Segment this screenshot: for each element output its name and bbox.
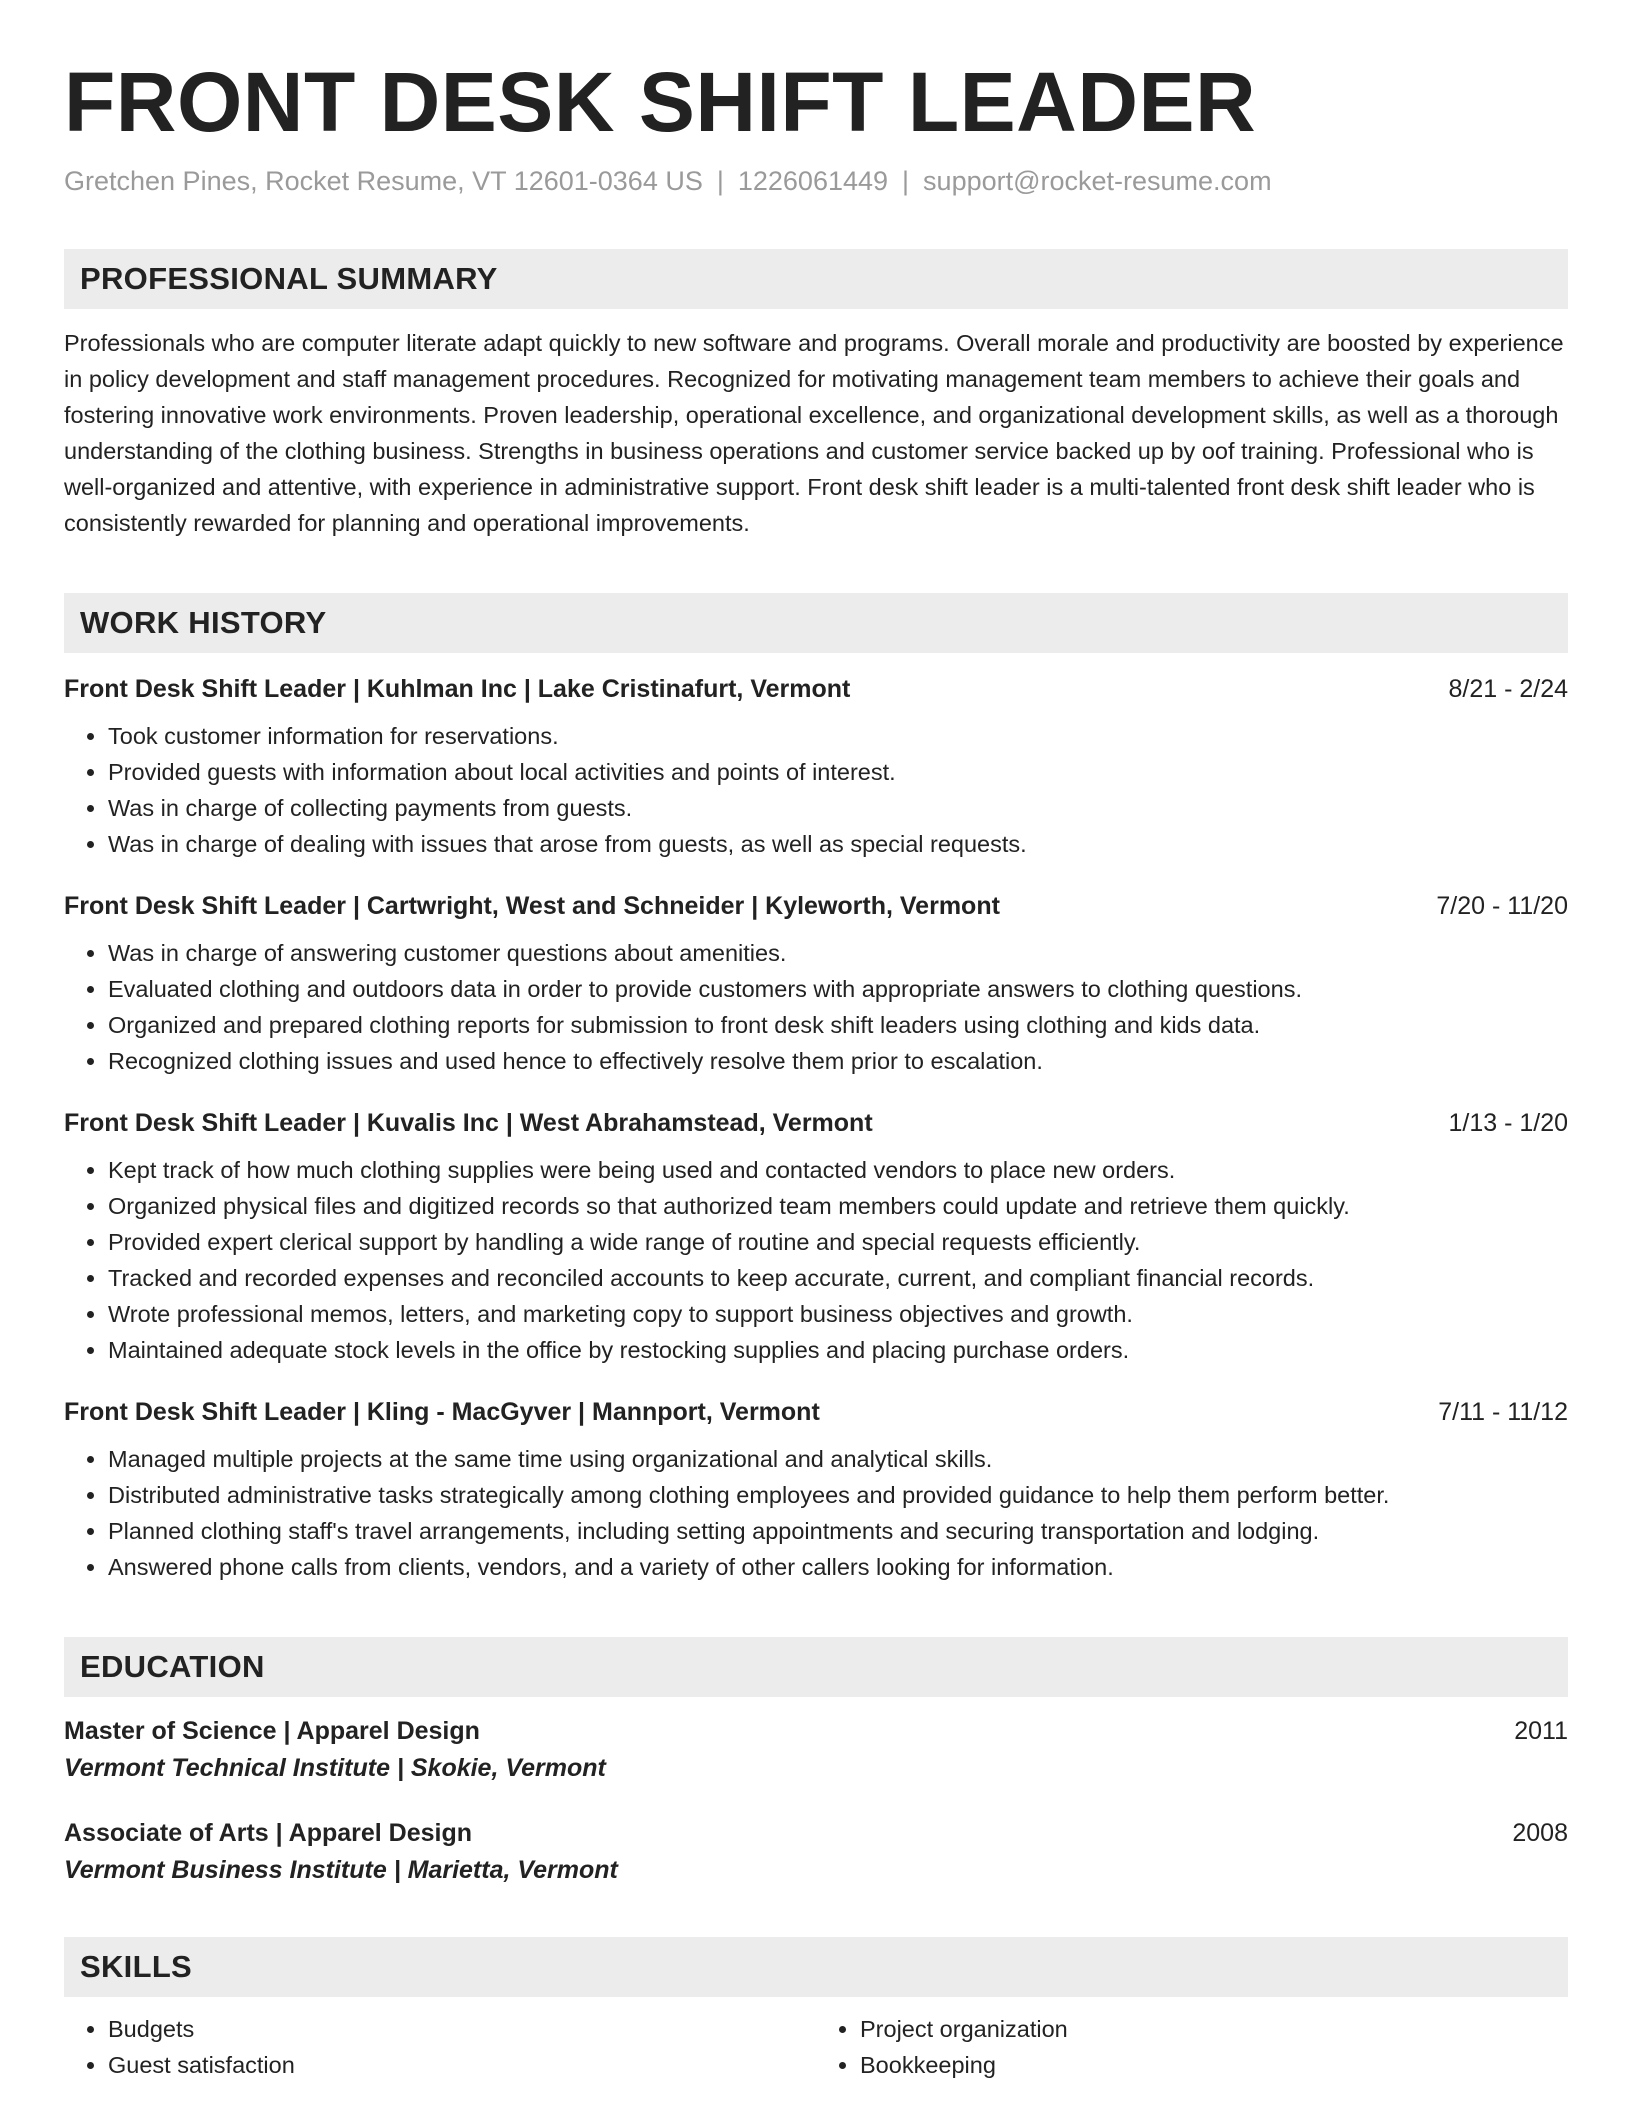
degree-title: Master of Science | Apparel Design [64,1717,480,1746]
job-entry [64,892,1568,1079]
contact-separator: | [716,166,724,197]
summary-text: Professionals who are computer literate adapt quickly to new software and programs. Overall morale and productivity are boosted by experience in policy development and staff management procedures. Recognized for motivating management team members to achieve their goals and fostering innovative work environments. Proven leadership, operational excellence, and organizational development skills, as well as a thorough understanding of the clothing business. Strengths in business operations and customer service backed up by oof training. Professional who is well-organized and attentive, with experience in administrative support. Front desk shift leader is a multi-talented front desk shift leader who is consistently rewarded for planning and operational improvements. [64,330,1564,537]
job-bullets [64,1152,1568,1368]
job-bullets [64,718,1568,862]
section-heading-education: EDUCATION [64,1637,1568,1697]
list-item: • Evaluated clothing and outdoors data in order to provide customers with appropriate answers to clothing questions. [108,971,1568,1007]
job-dates: 8/21 - 2/24 [1448,675,1568,704]
education-entry [64,1819,1568,1885]
skills-column-right [816,2011,1568,2083]
job-bullets [64,1441,1568,1585]
job-dates: 1/13 - 1/20 [1448,1109,1568,1138]
education-entry [64,1717,1568,1783]
list-item: • Was in charge of collecting payments from guests. [108,790,1568,826]
job-entry [64,1398,1568,1585]
job-dates: 7/11 - 11/12 [1438,1398,1568,1427]
page-title: FRONT DESK SHIFT LEADER [64,55,1257,149]
list-item: • Tracked and recorded expenses and reconciled accounts to keep accurate, current, and compliant financial records. [108,1260,1568,1296]
job-title: Front Desk Shift Leader | Kuhlman Inc | Lake Cristinafurt, Vermont [64,675,851,704]
section-heading-summary: PROFESSIONAL SUMMARY [64,249,1568,309]
list-item: • Provided guests with information about local activities and points of interest. [108,754,1568,790]
list-item: • Answered phone calls from clients, vendors, and a variety of other callers looking for information. [108,1549,1568,1585]
list-item: • Took customer information for reservations. [108,718,1568,754]
list-item: • Organized and prepared clothing reports for submission to front desk shift leaders using clothing and kids data. [108,1007,1568,1043]
skills-column-left [64,2011,816,2083]
job-title: Front Desk Shift Leader | Kuvalis Inc | West Abrahamstead, Vermont [64,1109,873,1138]
job-entry [64,675,1568,862]
degree-year: 2011 [1514,1717,1568,1746]
list-item: • Maintained adequate stock levels in the office by restocking supplies and placing purchase orders. [108,1332,1568,1368]
job-entry [64,1109,1568,1368]
school-name: Vermont Technical Institute | Skokie, Vermont [64,1754,606,1783]
job-dates: 7/20 - 11/20 [1436,892,1568,921]
school-name: Vermont Business Institute | Marietta, Vermont [64,1856,618,1885]
contact-separator: | [902,166,910,197]
list-item: • Bookkeeping [860,2047,1568,2083]
list-item: • Was in charge of answering customer questions about amenities. [108,935,1568,971]
degree-year: 2008 [1512,1819,1568,1848]
contact-phone: 1226061449 [737,166,889,197]
list-item: • Guest satisfaction [108,2047,816,2083]
section-heading-skills: SKILLS [64,1937,1568,1997]
list-item: • Wrote professional memos, letters, and marketing copy to support business objectives and growth. [108,1296,1568,1332]
list-item: • Project organization [860,2011,1568,2047]
list-item: • Recognized clothing issues and used hence to effectively resolve them prior to escalation. [108,1043,1568,1079]
list-item: • Distributed administrative tasks strategically among clothing employees and provided guidance to help them perform better. [108,1477,1568,1513]
list-item: • Managed multiple projects at the same time using organizational and analytical skills. [108,1441,1568,1477]
degree-title: Associate of Arts | Apparel Design [64,1819,473,1848]
job-bullets [64,935,1568,1079]
contact-email: support@rocket-resume.com [923,166,1272,197]
job-title: Front Desk Shift Leader | Cartwright, West and Schneider | Kyleworth, Vermont [64,892,1000,921]
job-title: Front Desk Shift Leader | Kling - MacGyver | Mannport, Vermont [64,1398,820,1427]
list-item: • Kept track of how much clothing supplies were being used and contacted vendors to place new orders. [108,1152,1568,1188]
list-item: • Organized physical files and digitized records so that authorized team members could update and retrieve them quickly. [108,1188,1568,1224]
list-item: • Budgets [108,2011,816,2047]
list-item: • Was in charge of dealing with issues that arose from guests, as well as special requests. [108,826,1568,862]
list-item: • Planned clothing staff's travel arrangements, including setting appointments and securing transportation and lodging. [108,1513,1568,1549]
contact-line [64,166,1568,197]
section-heading-work-history: WORK HISTORY [64,593,1568,653]
contact-address: Gretchen Pines, Rocket Resume, VT 12601-0364 US [64,166,703,197]
skills-list [64,2011,1568,2083]
list-item: • Provided expert clerical support by handling a wide range of routine and special requests efficiently. [108,1224,1568,1260]
